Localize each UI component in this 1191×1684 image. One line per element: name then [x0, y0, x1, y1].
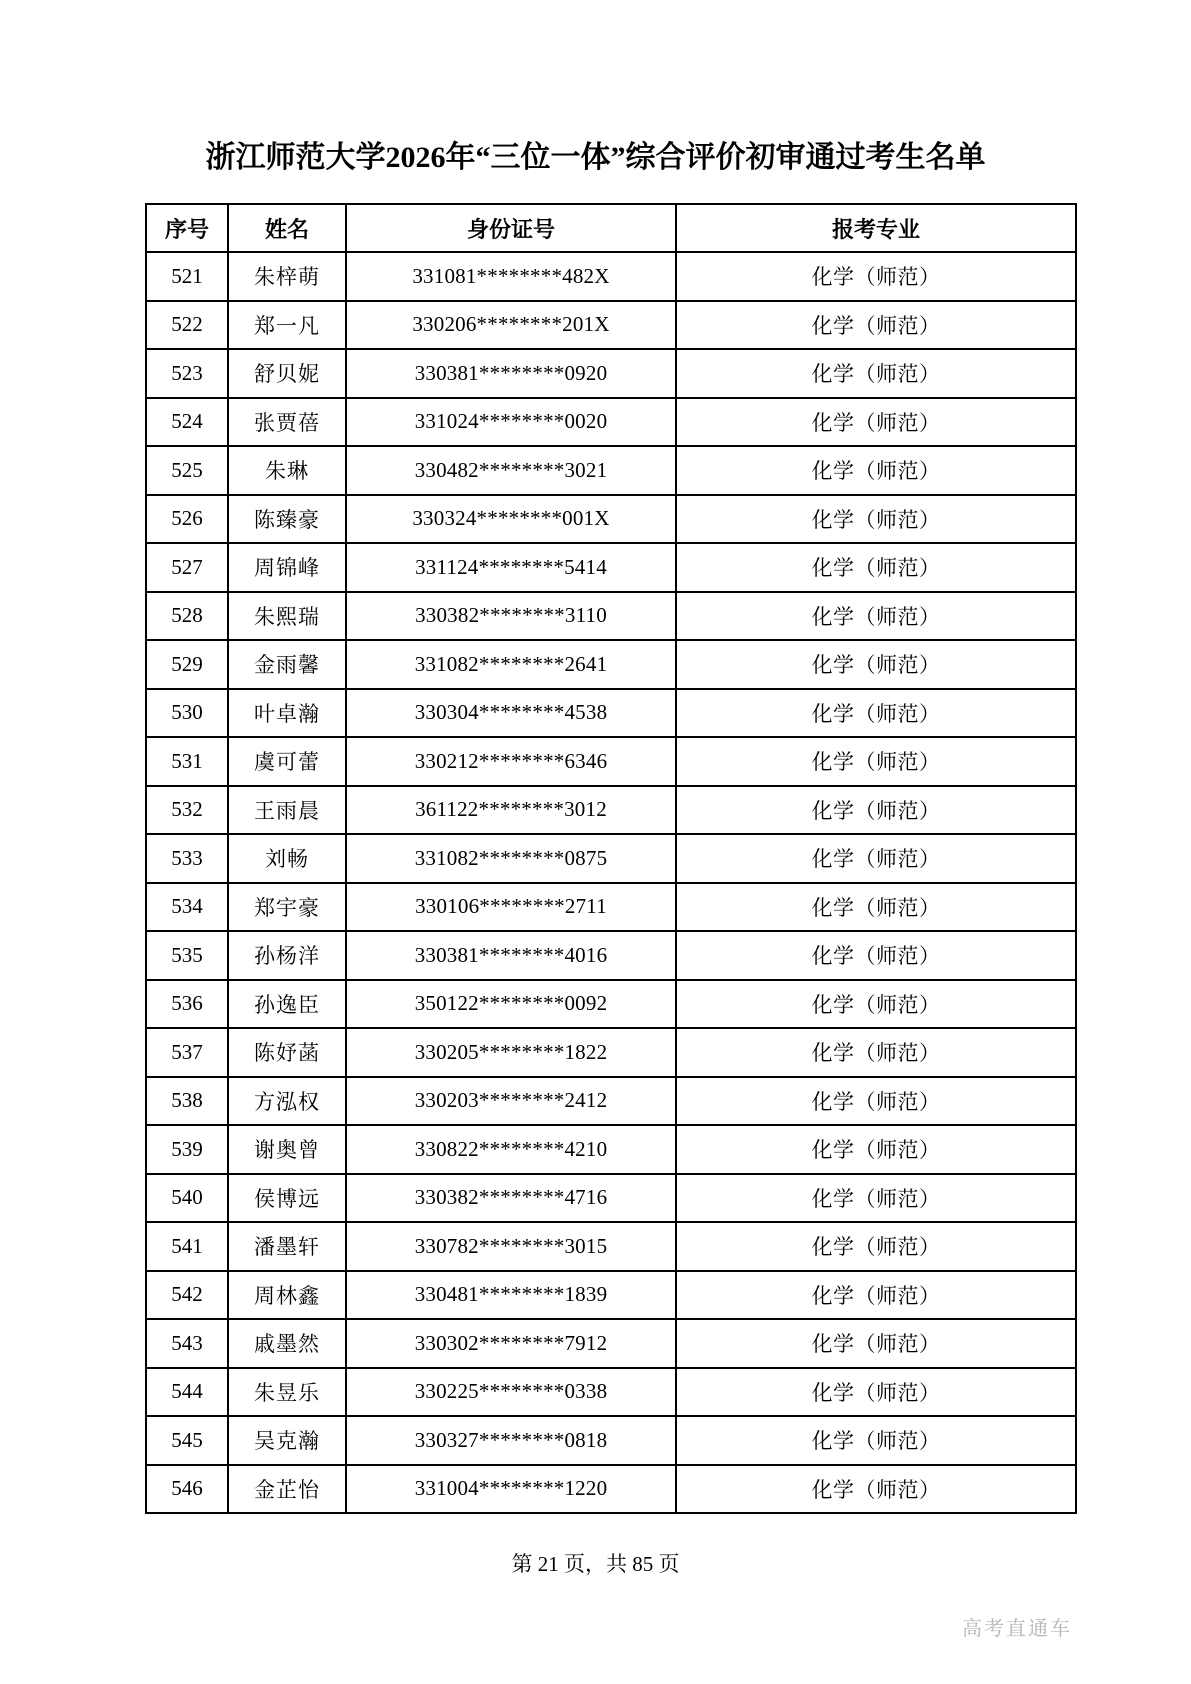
table-row	[146, 543, 1076, 592]
table-cell-seq: 527	[146, 543, 228, 592]
table-cell-major: 化学（师范）	[676, 883, 1076, 932]
table-cell-name: 叶卓瀚	[228, 689, 346, 738]
table-cell-id: 330382********3110	[346, 592, 676, 641]
table-row	[146, 252, 1076, 301]
table-cell-major: 化学（师范）	[676, 1465, 1076, 1514]
table-row	[146, 1077, 1076, 1126]
table-cell-name: 张贾蓓	[228, 398, 346, 447]
table-cell-name: 周林鑫	[228, 1271, 346, 1320]
table-cell-major: 化学（师范）	[676, 980, 1076, 1029]
roster-table	[145, 203, 1077, 1514]
table-cell-seq: 542	[146, 1271, 228, 1320]
table-cell-major: 化学（师范）	[676, 1416, 1076, 1465]
table-cell-id: 330212********6346	[346, 737, 676, 786]
column-header-seq: 序号	[146, 204, 228, 252]
table-cell-major: 化学（师范）	[676, 398, 1076, 447]
table-cell-major: 化学（师范）	[676, 349, 1076, 398]
table-cell-name: 刘畅	[228, 834, 346, 883]
table-row	[146, 1222, 1076, 1271]
table-cell-name: 陈妤菡	[228, 1028, 346, 1077]
table-row	[146, 495, 1076, 544]
table-cell-name: 方泓权	[228, 1077, 346, 1126]
table-cell-major: 化学（师范）	[676, 1222, 1076, 1271]
table-row	[146, 349, 1076, 398]
table-cell-name: 王雨晨	[228, 786, 346, 835]
table-cell-major: 化学（师范）	[676, 737, 1076, 786]
table-cell-seq: 523	[146, 349, 228, 398]
table-cell-id: 330206********201X	[346, 301, 676, 350]
table-cell-name: 朱熙瑞	[228, 592, 346, 641]
table-cell-name: 吴克瀚	[228, 1416, 346, 1465]
table-row	[146, 1368, 1076, 1417]
table-cell-major: 化学（师范）	[676, 1368, 1076, 1417]
table-row	[146, 883, 1076, 932]
page-title: 浙江师范大学2026年“三位一体”综合评价初审通过考生名单	[205, 141, 986, 174]
table-cell-id: 330324********001X	[346, 495, 676, 544]
table-header-row	[146, 204, 1076, 252]
table-cell-seq: 524	[146, 398, 228, 447]
table-cell-major: 化学（师范）	[676, 301, 1076, 350]
table-cell-name: 郑一凡	[228, 301, 346, 350]
table-cell-name: 周锦峰	[228, 543, 346, 592]
table-cell-major: 化学（师范）	[676, 834, 1076, 883]
column-header-major: 报考专业	[676, 204, 1076, 252]
table-cell-major: 化学（师范）	[676, 495, 1076, 544]
table-cell-major: 化学（师范）	[676, 931, 1076, 980]
table-cell-id: 330304********4538	[346, 689, 676, 738]
table-cell-major: 化学（师范）	[676, 1125, 1076, 1174]
table-row	[146, 1271, 1076, 1320]
table-cell-id: 330106********2711	[346, 883, 676, 932]
table-cell-major: 化学（师范）	[676, 786, 1076, 835]
table-cell-seq: 526	[146, 495, 228, 544]
table-cell-seq: 538	[146, 1077, 228, 1126]
table-cell-id: 330381********4016	[346, 931, 676, 980]
table-cell-major: 化学（师范）	[676, 543, 1076, 592]
table-cell-seq: 543	[146, 1319, 228, 1368]
table-cell-seq: 535	[146, 931, 228, 980]
table-cell-id: 330481********1839	[346, 1271, 676, 1320]
table-cell-id: 330822********4210	[346, 1125, 676, 1174]
table-cell-seq: 536	[146, 980, 228, 1029]
table-cell-major: 化学（师范）	[676, 1319, 1076, 1368]
table-cell-seq: 539	[146, 1125, 228, 1174]
table-cell-seq: 528	[146, 592, 228, 641]
table-row	[146, 1028, 1076, 1077]
table-row	[146, 1174, 1076, 1223]
table-cell-seq: 546	[146, 1465, 228, 1514]
table-row	[146, 1125, 1076, 1174]
table-row	[146, 737, 1076, 786]
table-cell-major: 化学（师范）	[676, 1077, 1076, 1126]
table-cell-seq: 541	[146, 1222, 228, 1271]
table-row	[146, 689, 1076, 738]
table-row	[146, 301, 1076, 350]
table-cell-name: 朱琳	[228, 446, 346, 495]
table-row	[146, 931, 1076, 980]
table-cell-name: 戚墨然	[228, 1319, 346, 1368]
table-cell-seq: 534	[146, 883, 228, 932]
table-cell-id: 330782********3015	[346, 1222, 676, 1271]
table-cell-id: 330482********3021	[346, 446, 676, 495]
table-cell-major: 化学（师范）	[676, 1028, 1076, 1077]
table-cell-id: 331082********2641	[346, 640, 676, 689]
table-cell-name: 谢奥曾	[228, 1125, 346, 1174]
table-cell-id: 330205********1822	[346, 1028, 676, 1077]
table-cell-major: 化学（师范）	[676, 1174, 1076, 1223]
table-cell-name: 孙杨洋	[228, 931, 346, 980]
table-cell-id: 330225********0338	[346, 1368, 676, 1417]
table-cell-seq: 530	[146, 689, 228, 738]
table-cell-seq: 525	[146, 446, 228, 495]
table-cell-id: 331081********482X	[346, 252, 676, 301]
table-cell-name: 舒贝妮	[228, 349, 346, 398]
table-cell-seq: 521	[146, 252, 228, 301]
table-cell-seq: 545	[146, 1416, 228, 1465]
table-cell-major: 化学（师范）	[676, 252, 1076, 301]
table-cell-id: 331024********0020	[346, 398, 676, 447]
table-row	[146, 398, 1076, 447]
table-row	[146, 834, 1076, 883]
table-cell-seq: 540	[146, 1174, 228, 1223]
table-cell-seq: 531	[146, 737, 228, 786]
table-cell-id: 361122********3012	[346, 786, 676, 835]
column-header-id: 身份证号	[346, 204, 676, 252]
table-cell-seq: 529	[146, 640, 228, 689]
table-cell-name: 郑宇豪	[228, 883, 346, 932]
table-cell-id: 331124********5414	[346, 543, 676, 592]
table-cell-major: 化学（师范）	[676, 689, 1076, 738]
table-cell-seq: 544	[146, 1368, 228, 1417]
table-cell-major: 化学（师范）	[676, 640, 1076, 689]
table-row	[146, 786, 1076, 835]
table-cell-name: 潘墨轩	[228, 1222, 346, 1271]
table-cell-major: 化学（师范）	[676, 446, 1076, 495]
table-row	[146, 592, 1076, 641]
table-cell-name: 侯博远	[228, 1174, 346, 1223]
table-row	[146, 640, 1076, 689]
table-cell-id: 331004********1220	[346, 1465, 676, 1514]
table-cell-id: 331082********0875	[346, 834, 676, 883]
table-cell-name: 金芷怡	[228, 1465, 346, 1514]
column-header-name: 姓名	[228, 204, 346, 252]
table-row	[146, 1319, 1076, 1368]
table-cell-major: 化学（师范）	[676, 1271, 1076, 1320]
table-cell-seq: 537	[146, 1028, 228, 1077]
table-cell-major: 化学（师范）	[676, 592, 1076, 641]
table-cell-id: 330382********4716	[346, 1174, 676, 1223]
watermark-label: 高考直通车	[962, 1618, 1072, 1640]
roster-table-body	[146, 252, 1076, 1513]
table-cell-id: 330381********0920	[346, 349, 676, 398]
table-cell-id: 330203********2412	[346, 1077, 676, 1126]
roster-table-container	[145, 203, 1075, 1514]
table-cell-id: 330302********7912	[346, 1319, 676, 1368]
table-cell-name: 朱梓萌	[228, 252, 346, 301]
table-cell-name: 陈臻豪	[228, 495, 346, 544]
table-cell-name: 金雨馨	[228, 640, 346, 689]
table-row	[146, 980, 1076, 1029]
table-cell-id: 330327********0818	[346, 1416, 676, 1465]
table-cell-seq: 522	[146, 301, 228, 350]
table-row	[146, 446, 1076, 495]
page-number-footer: 第 21 页，共 85 页	[511, 1552, 680, 1576]
table-cell-name: 朱昱乐	[228, 1368, 346, 1417]
table-cell-name: 虞可蕾	[228, 737, 346, 786]
table-cell-id: 350122********0092	[346, 980, 676, 1029]
table-row	[146, 1416, 1076, 1465]
table-row	[146, 1465, 1076, 1514]
table-cell-seq: 533	[146, 834, 228, 883]
table-cell-name: 孙逸臣	[228, 980, 346, 1029]
table-cell-seq: 532	[146, 786, 228, 835]
